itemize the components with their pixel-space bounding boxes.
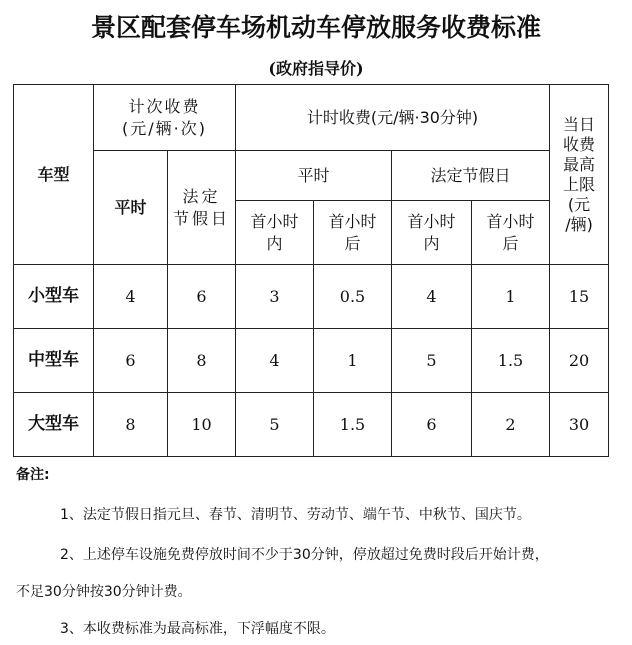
cell-weekday-after-first: 1 [314,329,392,393]
cell-daily-cap: 30 [550,393,609,457]
header-hourly-weekday: 平时 [236,151,392,201]
note-item: 2、上述停车设施免费停放时间不少于30分钟，停放超过免费时段后开始计费， [60,547,549,563]
header-weekday-first-hour: 首小时 内 [236,201,314,265]
note-item: 1、法定节假日指元旦、春节、清明节、劳动节、端午节、中秋节、国庆节。 [60,507,531,523]
header-weekday-after-first: 首小时 后 [314,201,392,265]
cell-per-use-holiday: 10 [168,393,236,457]
cell-daily-cap: 15 [550,265,609,329]
cell-weekday-first-hour: 3 [236,265,314,329]
header-per-use-holiday: 法定 节假日 [168,151,236,265]
note-item-continuation: 不足30分钟按30分钟计费。 [16,584,192,600]
cell-holiday-first-hour: 6 [392,393,472,457]
cell-weekday-first-hour: 4 [236,329,314,393]
header-per-use: 计次收费 (元/辆·次) [94,85,236,151]
cell-holiday-first-hour: 4 [392,265,472,329]
row-vehicle-type: 中型车 [14,329,94,393]
page-subtitle: (政府指导价) [268,59,364,78]
cell-holiday-after-first: 1.5 [472,329,550,393]
cell-weekday-after-first: 0.5 [314,265,392,329]
header-holiday-after-first: 首小时 后 [472,201,550,265]
cell-per-use-holiday: 6 [168,265,236,329]
header-per-use-weekday: 平时 [94,151,168,265]
header-vehicle-type: 车型 [14,85,94,265]
table-row [14,329,609,393]
cell-weekday-after-first: 1.5 [314,393,392,457]
table-row [14,265,609,329]
header-hourly-holiday: 法定节假日 [392,151,550,201]
header-daily-cap: 当日 收费 最高 上限 (元 /辆) [550,85,609,265]
row-vehicle-type: 大型车 [14,393,94,457]
cell-per-use-weekday: 8 [94,393,168,457]
cell-holiday-first-hour: 5 [392,329,472,393]
cell-per-use-weekday: 4 [94,265,168,329]
notes-section [16,464,616,637]
cell-per-use-holiday: 8 [168,329,236,393]
row-vehicle-type: 小型车 [14,265,94,329]
note-item: 3、本收费标准为最高标准，下浮幅度不限。 [60,621,335,637]
page-title: 景区配套停车场机动车停放服务收费标准 [90,13,541,42]
cell-per-use-weekday: 6 [94,329,168,393]
header-hourly: 计时收费(元/辆·30分钟) [236,85,550,151]
notes-title: 备注: [16,467,50,483]
fee-table [13,84,609,457]
cell-holiday-after-first: 1 [472,265,550,329]
header-holiday-first-hour: 首小时 内 [392,201,472,265]
table-row [14,393,609,457]
cell-holiday-after-first: 2 [472,393,550,457]
cell-weekday-first-hour: 5 [236,393,314,457]
cell-daily-cap: 20 [550,329,609,393]
